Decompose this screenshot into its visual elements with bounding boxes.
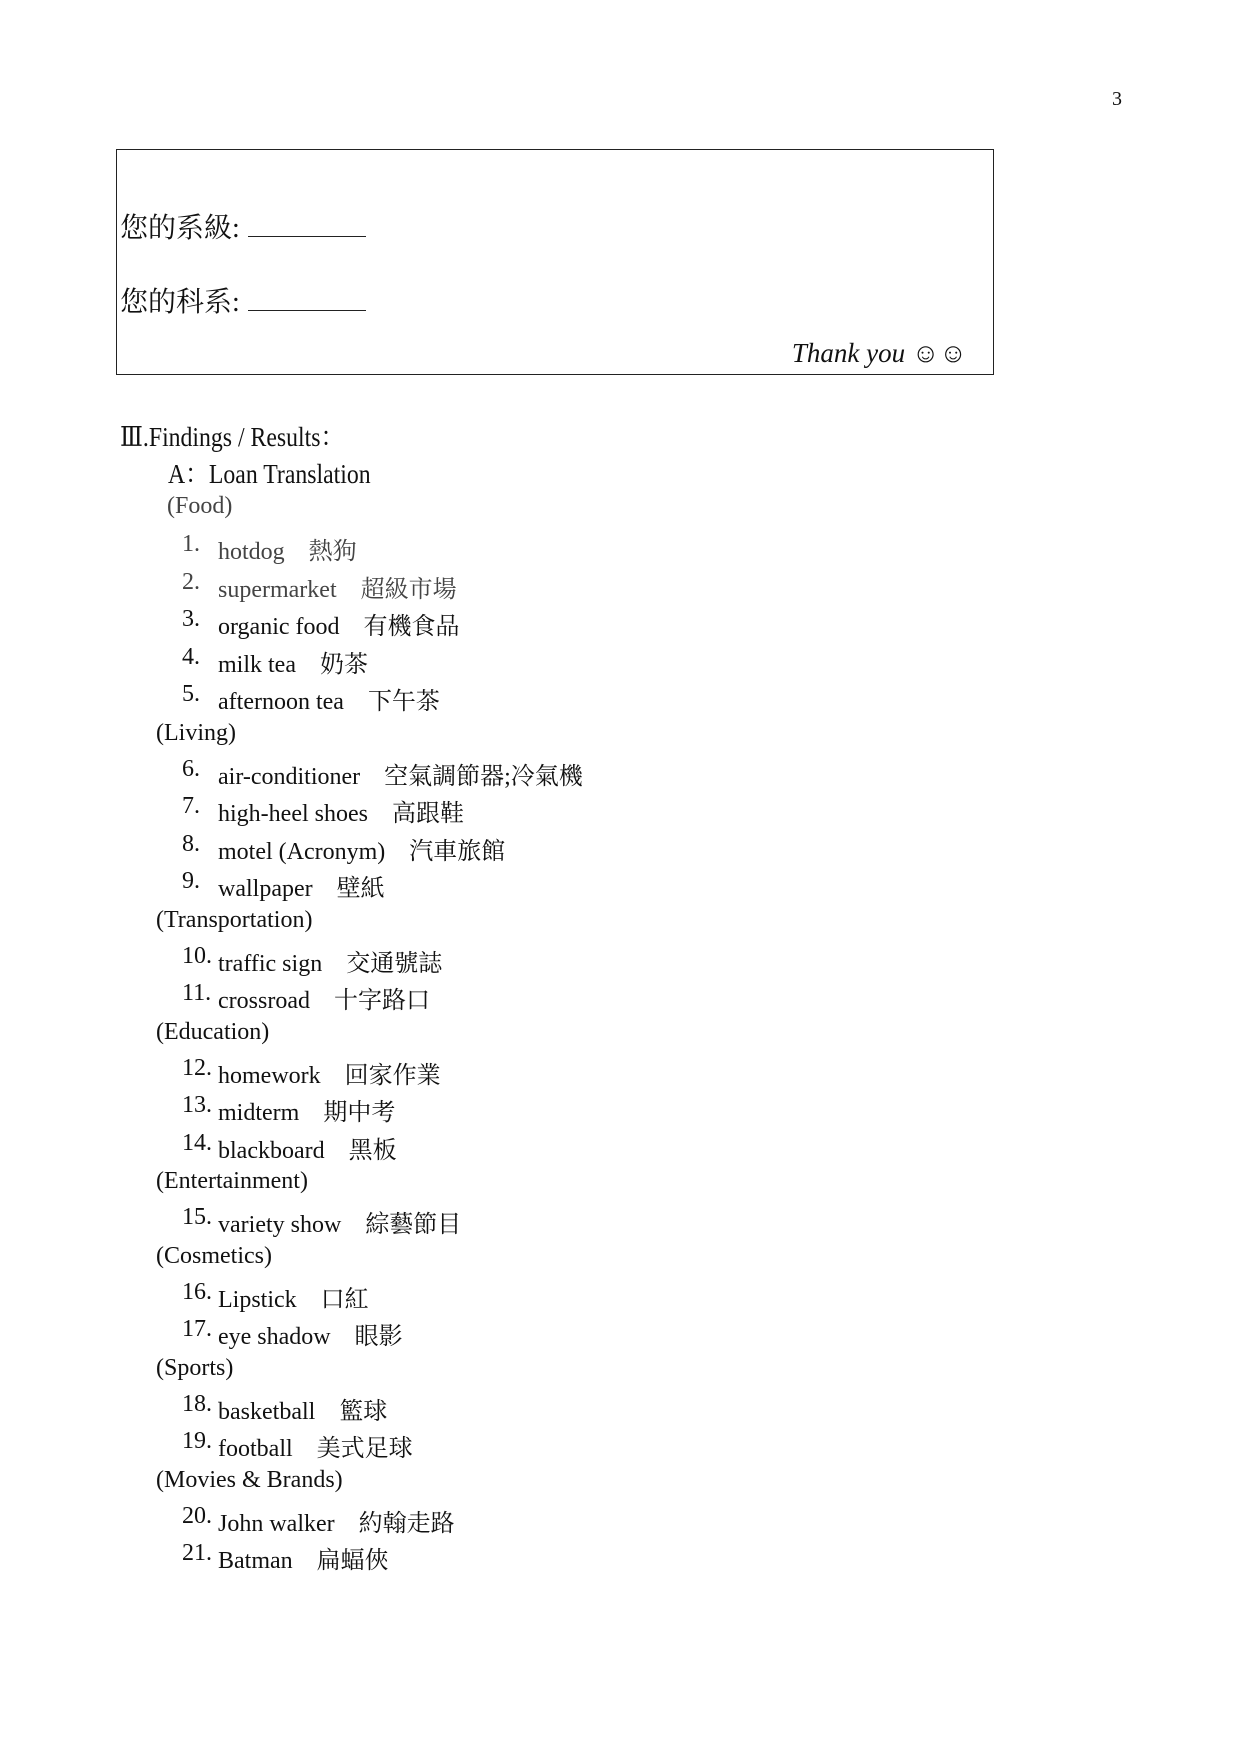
item-chinese-term: 熱狗 (308, 539, 357, 565)
item-number: 16. (182, 1278, 212, 1305)
item-english-term: high-heel shoes (218, 801, 368, 827)
list-item (0, 1275, 1241, 1313)
survey-form-box (116, 149, 994, 375)
category-label: (Food) (167, 493, 233, 519)
item-english-term: blackboard (218, 1137, 325, 1164)
item-number: 14. (182, 1129, 212, 1156)
item-number: 1. (182, 531, 200, 557)
item-english-term: wallpaper (218, 876, 313, 902)
category-heading (0, 1163, 1241, 1200)
item-english (218, 1428, 413, 1463)
category-heading (0, 902, 1241, 939)
grade-label: 您的系級: (120, 213, 240, 244)
item-chinese-term: 口紅 (320, 1286, 369, 1313)
category-label: (Transportation) (156, 906, 313, 933)
item-english-term: organic food (218, 614, 340, 640)
item-english (218, 980, 430, 1015)
item-english (218, 1130, 397, 1165)
item-english-term: milk tea (218, 651, 296, 678)
section-heading: Ⅲ.Findings / Results： (120, 422, 345, 452)
list-item (0, 1387, 1241, 1425)
item-chinese-term: 有機食品 (363, 614, 460, 640)
item-chinese-term: 下午茶 (367, 689, 440, 715)
item-chinese-term: 綜藝節目 (365, 1212, 462, 1238)
item-english (218, 1092, 395, 1127)
category-label: (Movies & Brands) (156, 1466, 343, 1493)
list-item (0, 1536, 1241, 1574)
item-number: 3. (182, 606, 200, 632)
item-number: 6. (182, 755, 200, 782)
item-number: 5. (182, 681, 200, 707)
subheading: A：Loan Translation (168, 459, 371, 489)
item-chinese-term: 扁蝠俠 (316, 1548, 389, 1574)
list-item (0, 939, 1241, 977)
list-item (0, 677, 1241, 715)
item-english (218, 793, 464, 828)
item-english (218, 868, 385, 903)
item-english-term: John walker (218, 1510, 335, 1537)
item-english (218, 756, 583, 791)
list-item (0, 1424, 1241, 1462)
item-chinese-term: 回家作業 (344, 1062, 441, 1089)
item-english (218, 1055, 441, 1090)
item-chinese-term: 十字路口 (333, 988, 430, 1014)
item-english (218, 1316, 403, 1351)
page-number: 3 (1112, 88, 1122, 110)
item-english-term: Batman (218, 1548, 293, 1574)
item-english-term: air-conditioner (218, 763, 361, 790)
item-number: 8. (182, 830, 200, 857)
item-number: 12. (182, 1054, 212, 1081)
loan-translation-list (0, 490, 1241, 1574)
item-number: 20. (182, 1502, 212, 1529)
category-heading (0, 1014, 1241, 1051)
item-chinese-term: 奶茶 (319, 651, 368, 678)
category-heading (0, 715, 1241, 752)
list-item (0, 827, 1241, 865)
list-item (0, 1200, 1241, 1238)
item-number: 21. (182, 1540, 212, 1566)
item-number: 15. (182, 1204, 212, 1230)
item-english-term: afternoon tea (218, 689, 344, 715)
item-number: 10. (182, 942, 212, 969)
item-english-term: basketball (218, 1398, 316, 1425)
item-chinese-term: 約翰走路 (358, 1510, 455, 1537)
item-number: 17. (182, 1316, 212, 1342)
item-english (218, 644, 368, 679)
item-english (218, 681, 440, 716)
department-line (120, 280, 366, 320)
item-number: 7. (182, 793, 200, 819)
item-english-term: football (218, 1436, 293, 1462)
category-heading (0, 1238, 1241, 1275)
list-item (0, 864, 1241, 902)
list-item (0, 640, 1241, 678)
item-chinese-term: 籃球 (339, 1398, 388, 1425)
item-number: 11. (182, 980, 212, 1006)
category-label: (Sports) (156, 1354, 234, 1381)
item-chinese-term: 交通號誌 (346, 950, 443, 977)
item-number: 9. (182, 868, 200, 894)
grade-line (120, 206, 366, 246)
item-number: 4. (182, 643, 200, 670)
item-english (218, 531, 357, 566)
item-number: 18. (182, 1390, 212, 1417)
thank-you-note: Thank you ☺☺ (791, 338, 967, 368)
item-chinese-term: 美式足球 (316, 1436, 413, 1462)
category-label: (Cosmetics) (156, 1242, 272, 1269)
item-english (218, 831, 505, 866)
list-item (0, 527, 1241, 565)
category-label: (Education) (156, 1018, 270, 1045)
list-item (0, 602, 1241, 640)
list-item (0, 1499, 1241, 1537)
department-blank[interactable] (248, 286, 366, 311)
department-label: 您的科系: (120, 287, 240, 318)
grade-blank[interactable] (248, 212, 366, 237)
category-heading (0, 1350, 1241, 1387)
item-chinese-term: 高跟鞋 (391, 801, 464, 827)
category-label: (Living) (156, 719, 236, 746)
item-english-term: hotdog (218, 539, 285, 565)
item-english (218, 569, 457, 604)
list-item (0, 976, 1241, 1014)
category-heading (0, 490, 1241, 527)
item-english (218, 1204, 461, 1239)
item-english-term: motel (Acronym) (218, 838, 386, 865)
item-english-term: Lipstick (218, 1286, 297, 1313)
list-item (0, 1088, 1241, 1126)
item-english (218, 1540, 389, 1575)
item-chinese-term: 黑板 (348, 1137, 397, 1164)
list-item (0, 752, 1241, 790)
item-english (218, 1391, 387, 1426)
list-item (0, 1126, 1241, 1164)
item-english-term: supermarket (218, 576, 337, 603)
item-english-term: eye shadow (218, 1324, 331, 1350)
list-item (0, 1312, 1241, 1350)
category-label: (Entertainment) (156, 1168, 308, 1194)
list-item (0, 789, 1241, 827)
item-chinese-term: 超級市場 (360, 576, 457, 603)
item-number: 19. (182, 1428, 212, 1454)
item-english-term: variety show (218, 1212, 342, 1238)
item-chinese-term: 空氣調節器;冷氣機 (384, 763, 583, 790)
item-chinese-term: 期中考 (323, 1100, 396, 1126)
item-english-term: midterm (218, 1100, 300, 1126)
item-number: 2. (182, 568, 200, 595)
item-english (218, 1503, 455, 1538)
category-heading (0, 1462, 1241, 1499)
item-english (218, 943, 442, 978)
item-english (218, 1279, 369, 1314)
item-chinese-term: 汽車旅館 (409, 838, 506, 865)
item-english-term: traffic sign (218, 950, 323, 977)
item-chinese-term: 壁紙 (336, 876, 385, 902)
item-english-term: homework (218, 1062, 321, 1089)
list-item (0, 565, 1241, 603)
item-number: 13. (182, 1092, 212, 1118)
item-chinese-term: 眼影 (354, 1324, 403, 1350)
item-english (218, 606, 460, 641)
list-item (0, 1051, 1241, 1089)
item-english-term: crossroad (218, 988, 310, 1014)
